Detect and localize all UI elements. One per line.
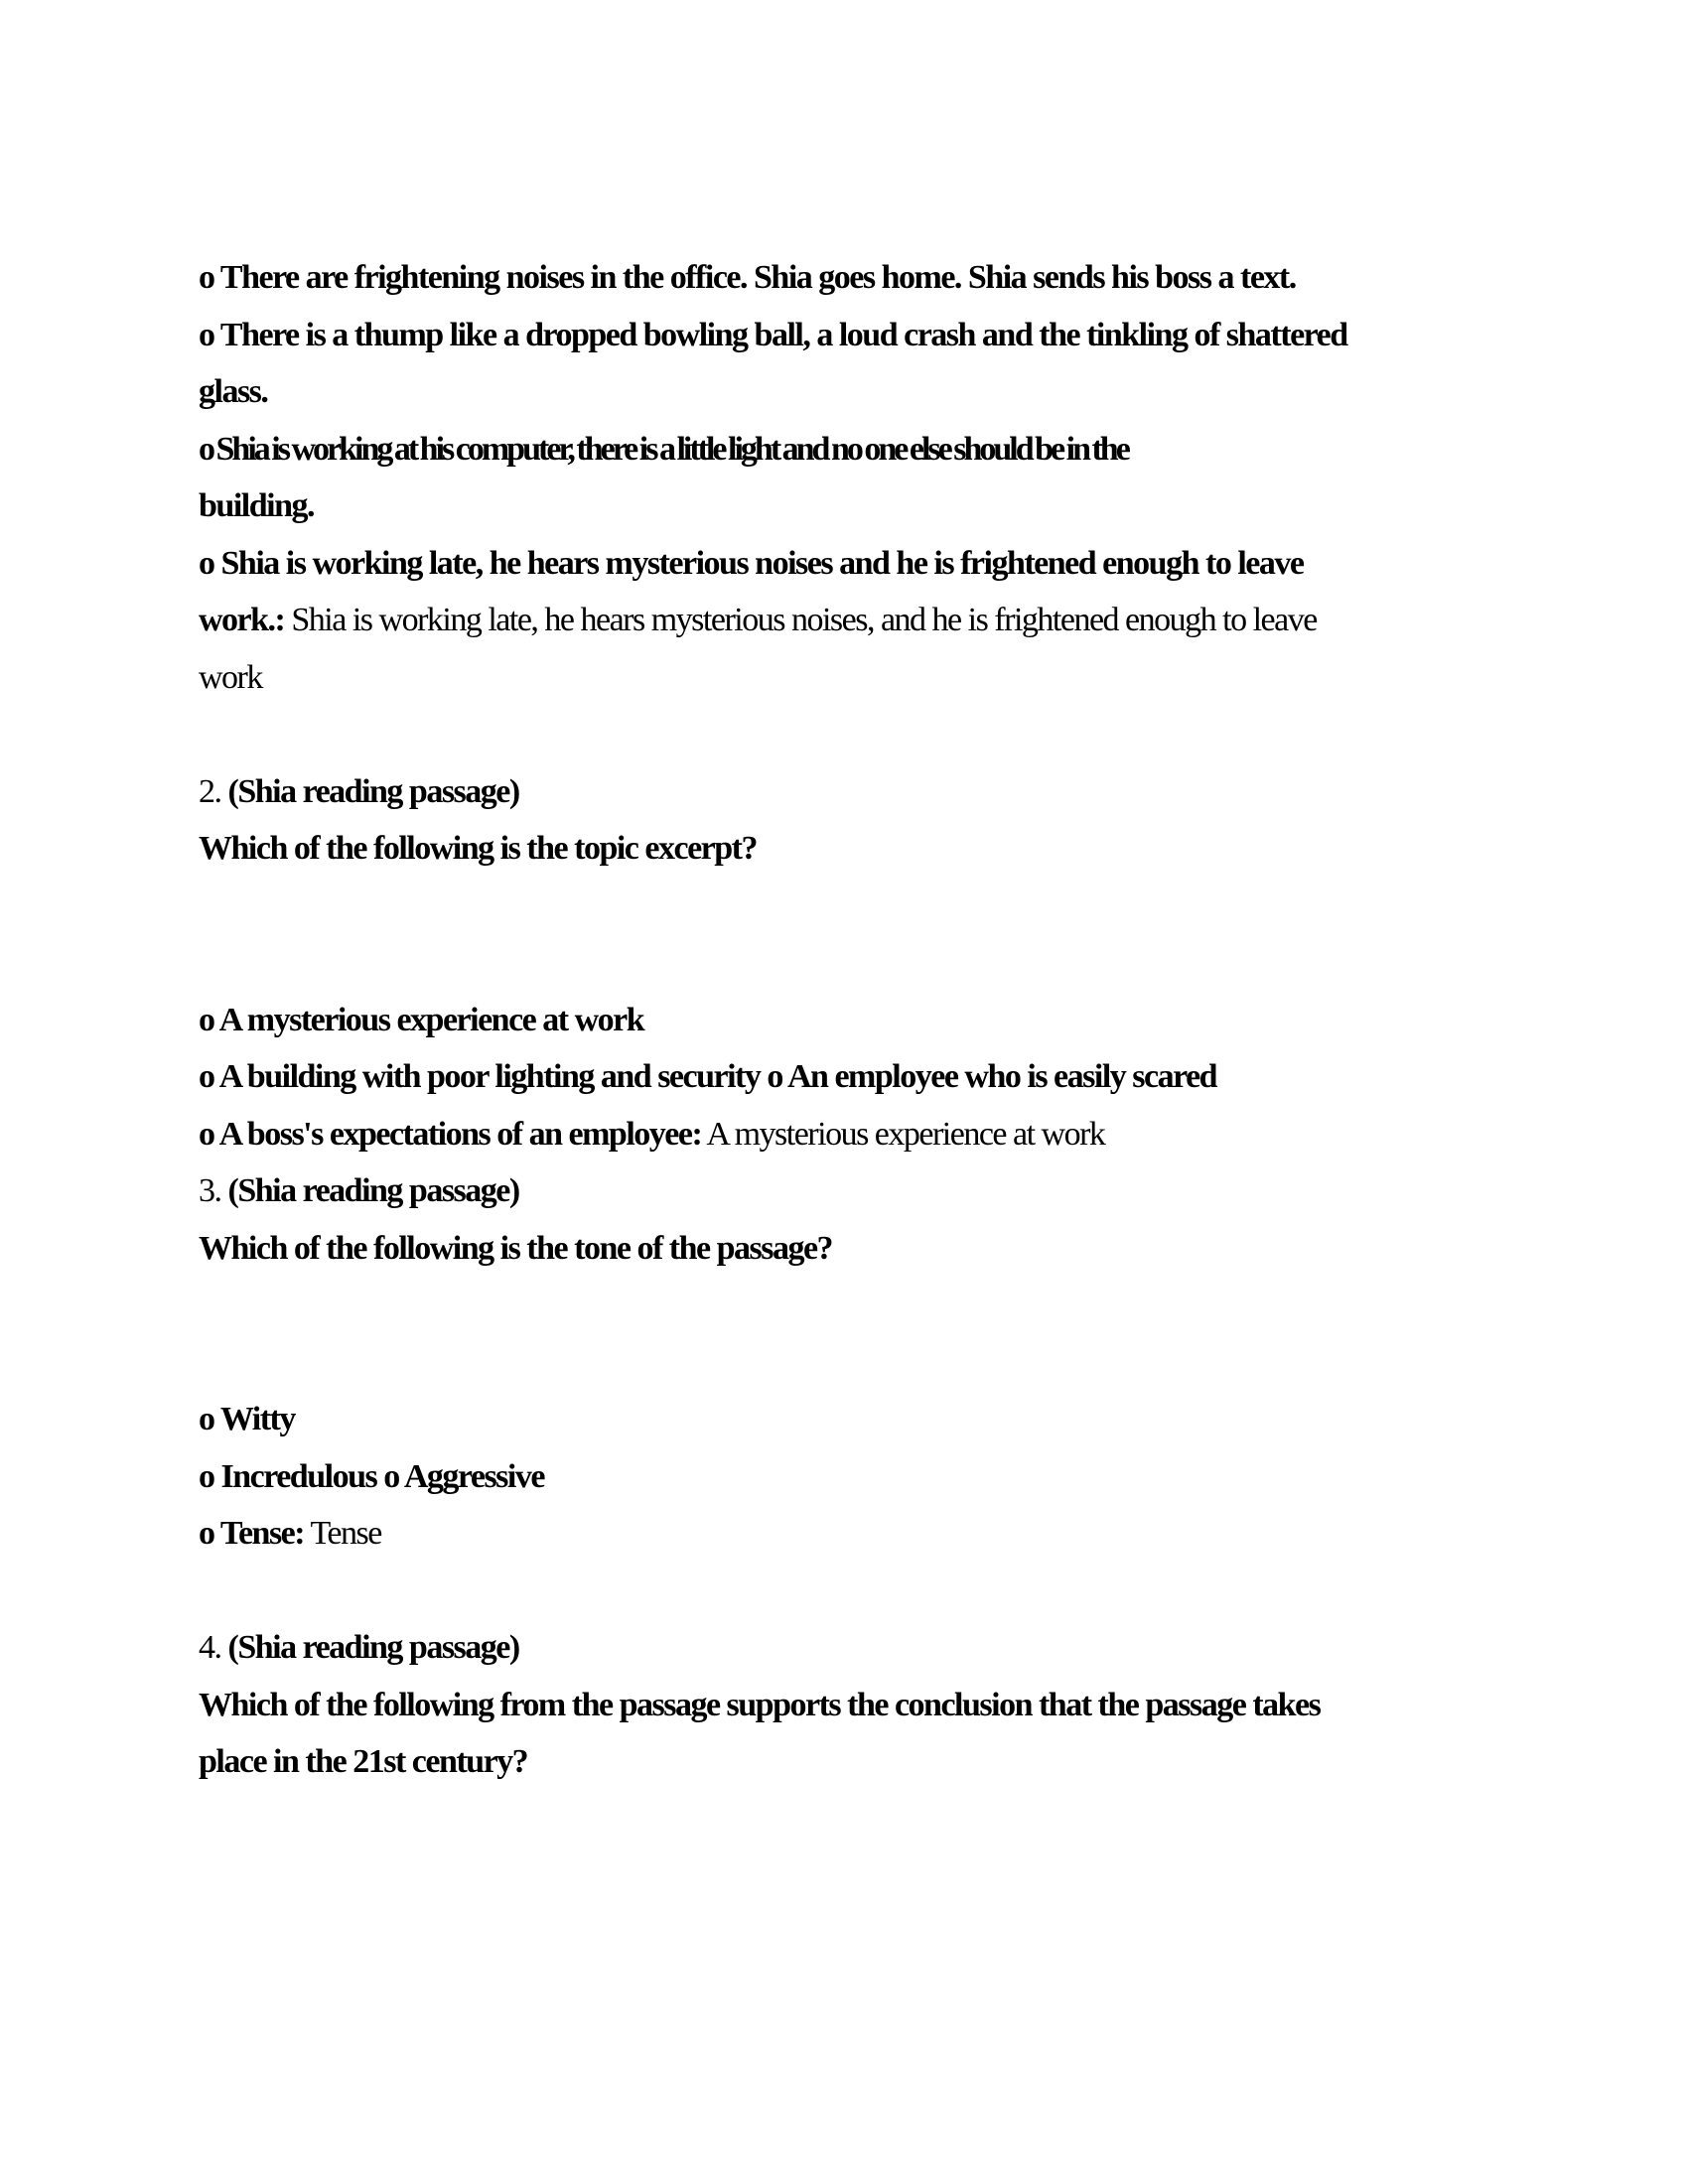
text-segment: A mysterious experience at work xyxy=(701,1115,1105,1153)
document-content xyxy=(199,249,1628,1791)
text-segment: (Shia reading passage) xyxy=(227,772,519,810)
text-segment: work xyxy=(199,658,262,696)
document-line xyxy=(199,1048,1628,1106)
text-segment: o There are frightening noises in the office. Shia goes home. Shia sends his boss a text. xyxy=(199,259,1296,296)
text-segment: o A mysterious experience at work xyxy=(199,1001,644,1038)
text-segment: 3. xyxy=(199,1172,228,1209)
document-line xyxy=(199,992,1628,1049)
blank-line xyxy=(199,1563,1628,1620)
text-segment: o A boss's expectations of an employee: xyxy=(199,1115,702,1153)
document-line xyxy=(199,649,1628,707)
document-line xyxy=(199,820,1628,878)
text-segment: o A building with poor lighting and security o An employee who is easily scared xyxy=(199,1058,1217,1095)
text-segment: (Shia reading passage) xyxy=(227,1629,519,1666)
text-segment: Shia is working late, he hears mysterious noises, and he is frightened enough to leave xyxy=(284,602,1317,638)
text-segment: Tense xyxy=(304,1515,381,1552)
document-line xyxy=(199,1619,1628,1677)
document-line xyxy=(199,1106,1628,1163)
document-line xyxy=(199,249,1628,307)
document-line xyxy=(199,1162,1628,1220)
blank-line xyxy=(199,706,1628,763)
text-segment: o Witty xyxy=(199,1401,295,1437)
text-segment: o Shia is working at his computer, there is a little light and no one else should be in the xyxy=(199,430,1128,468)
text-segment: o Shia is working late, he hears mysterious noises and he is frightened enough to leave xyxy=(199,544,1304,582)
document-line xyxy=(199,478,1628,535)
text-segment: (Shia reading passage) xyxy=(227,1172,519,1209)
blank-line xyxy=(199,1277,1628,1334)
text-segment: o Tense: xyxy=(199,1515,305,1552)
blank-line xyxy=(199,1334,1628,1392)
blank-line xyxy=(199,878,1628,935)
document-line xyxy=(199,592,1628,649)
text-segment: o There is a thump like a dropped bowling ball, a loud crash and the tinkling of shattered xyxy=(199,316,1347,353)
text-segment: building. xyxy=(199,487,314,524)
text-segment: Which of the following is the tone of the passage? xyxy=(199,1229,833,1267)
document-line xyxy=(199,1677,1628,1734)
text-segment: place in the 21st century? xyxy=(199,1743,528,1780)
document-line xyxy=(199,1448,1628,1506)
blank-line xyxy=(199,934,1628,992)
document-line xyxy=(199,1220,1628,1278)
document-line xyxy=(199,535,1628,593)
document-line xyxy=(199,421,1628,478)
document-line xyxy=(199,307,1628,364)
document-line xyxy=(199,1733,1628,1791)
text-segment: work.: xyxy=(199,602,285,638)
text-segment: glass. xyxy=(199,373,268,410)
text-segment: o Incredulous o Aggressive xyxy=(199,1457,544,1495)
document-line xyxy=(199,1505,1628,1563)
text-segment: Which of the following is the topic excerpt? xyxy=(199,830,757,867)
text-segment: Which of the following from the passage supports the conclusion that the passage takes xyxy=(199,1686,1321,1723)
document-line xyxy=(199,363,1628,421)
text-segment: 4. xyxy=(199,1629,228,1666)
document-line xyxy=(199,1391,1628,1448)
document-line xyxy=(199,763,1628,821)
text-segment: 2. xyxy=(199,772,228,810)
